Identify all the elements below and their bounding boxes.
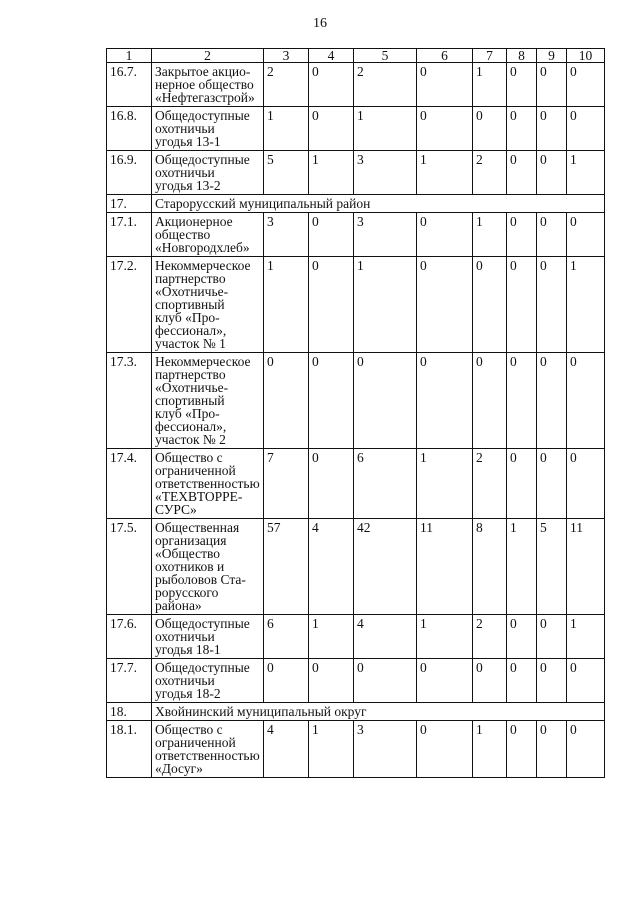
table-row: [107, 257, 605, 353]
organization-name-line: рыболовов Ста-: [155, 572, 246, 587]
page-number: 16: [313, 16, 327, 31]
hunting-grounds-table: [106, 48, 605, 778]
value-cell-col-4: 0: [309, 107, 354, 151]
organization-name-line: охотничьи: [155, 121, 215, 136]
column-header-2: 2: [152, 49, 264, 63]
organization-name-line: Общедоступные: [155, 616, 250, 631]
table-row: [107, 63, 605, 107]
organization-name-line: охотников и: [155, 559, 225, 574]
organization-name-line: угодья 18-1: [155, 642, 221, 657]
value-cell-col-10: 1: [567, 615, 605, 659]
column-header-8: 8: [507, 49, 537, 63]
value-cell-col-8: 1: [507, 519, 537, 615]
organization-name-line: угодья 18-2: [155, 686, 221, 701]
value-cell-col-9: 5: [537, 519, 567, 615]
value-cell-col-7: 0: [473, 257, 507, 353]
value-cell-col-5: 1: [354, 107, 417, 151]
organization-name: [152, 107, 264, 151]
organization-name-line: Акционерное: [155, 214, 233, 229]
value-cell-col-7: 0: [473, 107, 507, 151]
value-cell-col-3: 57: [264, 519, 309, 615]
value-cell-col-3: 4: [264, 721, 309, 778]
value-cell-col-8: 0: [507, 721, 537, 778]
table-header-row: [107, 49, 605, 63]
value-cell-col-9: 0: [537, 721, 567, 778]
value-cell-col-6: 0: [417, 353, 473, 449]
organization-name-line: партнерство: [155, 271, 226, 286]
organization-name-line: «ТЕХВТОРРЕ-: [155, 489, 243, 504]
column-header-10: 10: [567, 49, 605, 63]
value-cell-col-5: 3: [354, 213, 417, 257]
organization-name-line: СУРС»: [155, 502, 197, 517]
value-cell-col-5: 1: [354, 257, 417, 353]
value-cell-col-3: 0: [264, 659, 309, 703]
value-cell-col-6: 0: [417, 659, 473, 703]
value-cell-col-3: 7: [264, 449, 309, 519]
value-cell-col-7: 0: [473, 659, 507, 703]
value-cell-col-6: 1: [417, 615, 473, 659]
organization-name-line: организация: [155, 533, 227, 548]
organization-name-line: фессионал»,: [155, 419, 227, 434]
organization-name-line: клуб «Про-: [155, 310, 220, 325]
organization-name: [152, 721, 264, 778]
organization-name-line: «Досуг»: [155, 761, 203, 776]
organization-name: [152, 659, 264, 703]
column-header-4: 4: [309, 49, 354, 63]
value-cell-col-10: 0: [567, 63, 605, 107]
value-cell-col-8: 0: [507, 449, 537, 519]
value-cell-col-5: 3: [354, 151, 417, 195]
row-number: 18.: [107, 703, 152, 721]
organization-name-line: «Охотничье-: [155, 284, 229, 299]
table-row: [107, 353, 605, 449]
table-row: [107, 151, 605, 195]
section-title: Хвойнинский муниципальный округ: [152, 703, 605, 721]
value-cell-col-4: 0: [309, 449, 354, 519]
row-number: 16.8.: [107, 107, 152, 151]
value-cell-col-3: 5: [264, 151, 309, 195]
value-cell-col-6: 1: [417, 449, 473, 519]
value-cell-col-9: 0: [537, 151, 567, 195]
organization-name-line: Общественная: [155, 520, 240, 535]
organization-name: [152, 353, 264, 449]
row-number: 17.: [107, 195, 152, 213]
value-cell-col-10: 0: [567, 449, 605, 519]
row-number: 17.2.: [107, 257, 152, 353]
value-cell-col-3: 0: [264, 353, 309, 449]
value-cell-col-5: 0: [354, 659, 417, 703]
column-header-7: 7: [473, 49, 507, 63]
value-cell-col-7: 0: [473, 353, 507, 449]
organization-name-line: охотничьи: [155, 629, 215, 644]
value-cell-col-8: 0: [507, 353, 537, 449]
table-row: [107, 107, 605, 151]
row-number: 17.7.: [107, 659, 152, 703]
organization-name: [152, 519, 264, 615]
row-number: 17.1.: [107, 213, 152, 257]
value-cell-col-10: 1: [567, 151, 605, 195]
organization-name-line: Общедоступные: [155, 152, 250, 167]
value-cell-col-7: 8: [473, 519, 507, 615]
value-cell-col-6: 0: [417, 107, 473, 151]
organization-name-line: ответственностью: [155, 748, 260, 763]
value-cell-col-4: 0: [309, 63, 354, 107]
organization-name-line: рорусского: [155, 585, 219, 600]
value-cell-col-8: 0: [507, 107, 537, 151]
value-cell-col-3: 1: [264, 257, 309, 353]
organization-name-line: ограниченной: [155, 463, 236, 478]
value-cell-col-7: 1: [473, 721, 507, 778]
organization-name-line: «Охотничье-: [155, 380, 229, 395]
column-header-6: 6: [417, 49, 473, 63]
value-cell-col-8: 0: [507, 257, 537, 353]
column-header-3: 3: [264, 49, 309, 63]
organization-name: [152, 257, 264, 353]
table-row: [107, 615, 605, 659]
value-cell-col-3: 3: [264, 213, 309, 257]
value-cell-col-5: 0: [354, 353, 417, 449]
table-row: [107, 519, 605, 615]
value-cell-col-8: 0: [507, 659, 537, 703]
column-header-9: 9: [537, 49, 567, 63]
value-cell-col-10: 0: [567, 721, 605, 778]
value-cell-col-6: 0: [417, 213, 473, 257]
value-cell-col-5: 4: [354, 615, 417, 659]
organization-name-line: охотничьи: [155, 165, 215, 180]
value-cell-col-7: 2: [473, 449, 507, 519]
organization-name-line: ответственностью: [155, 476, 260, 491]
organization-name-line: района»: [155, 598, 202, 613]
value-cell-col-9: 0: [537, 353, 567, 449]
value-cell-col-4: 4: [309, 519, 354, 615]
value-cell-col-4: 0: [309, 213, 354, 257]
value-cell-col-6: 1: [417, 151, 473, 195]
organization-name-line: Закрытое акцио-: [155, 64, 251, 79]
organization-name-line: фессионал»,: [155, 323, 227, 338]
value-cell-col-8: 0: [507, 213, 537, 257]
row-number: 18.1.: [107, 721, 152, 778]
value-cell-col-3: 1: [264, 107, 309, 151]
value-cell-col-4: 1: [309, 721, 354, 778]
value-cell-col-8: 0: [507, 63, 537, 107]
organization-name-line: клуб «Про-: [155, 406, 220, 421]
organization-name-line: «Нефтегазстрой»: [155, 90, 255, 105]
organization-name-line: Общество с: [155, 722, 223, 737]
row-number: 17.3.: [107, 353, 152, 449]
table-row: [107, 213, 605, 257]
organization-name-line: участок № 1: [155, 336, 226, 351]
organization-name-line: Общедоступные: [155, 660, 250, 675]
table-row: [107, 449, 605, 519]
value-cell-col-3: 2: [264, 63, 309, 107]
value-cell-col-8: 0: [507, 615, 537, 659]
organization-name: [152, 449, 264, 519]
value-cell-col-7: 2: [473, 151, 507, 195]
value-cell-col-9: 0: [537, 659, 567, 703]
value-cell-col-10: 1: [567, 257, 605, 353]
organization-name-line: угодья 13-2: [155, 178, 221, 193]
organization-name-line: ограниченной: [155, 735, 236, 750]
organization-name-line: общество: [155, 227, 211, 242]
value-cell-col-9: 0: [537, 615, 567, 659]
value-cell-col-4: 0: [309, 659, 354, 703]
value-cell-col-4: 0: [309, 353, 354, 449]
value-cell-col-5: 6: [354, 449, 417, 519]
value-cell-col-4: 1: [309, 151, 354, 195]
organization-name-line: Некоммерческое: [155, 354, 251, 369]
value-cell-col-8: 0: [507, 151, 537, 195]
section-title: Старорусский муниципальный район: [152, 195, 605, 213]
value-cell-col-6: 0: [417, 63, 473, 107]
value-cell-col-6: 11: [417, 519, 473, 615]
organization-name-line: спортивный: [155, 393, 225, 408]
value-cell-col-5: 3: [354, 721, 417, 778]
value-cell-col-10: 0: [567, 659, 605, 703]
value-cell-col-9: 0: [537, 449, 567, 519]
column-header-1: 1: [107, 49, 152, 63]
organization-name-line: партнерство: [155, 367, 226, 382]
value-cell-col-3: 6: [264, 615, 309, 659]
organization-name: [152, 615, 264, 659]
value-cell-col-6: 0: [417, 721, 473, 778]
column-header-5: 5: [354, 49, 417, 63]
value-cell-col-4: 1: [309, 615, 354, 659]
value-cell-col-7: 2: [473, 615, 507, 659]
organization-name-line: Общедоступные: [155, 108, 250, 123]
value-cell-col-7: 1: [473, 63, 507, 107]
organization-name-line: охотничьи: [155, 673, 215, 688]
table-row: [107, 721, 605, 778]
organization-name-line: нерное общество: [155, 77, 254, 92]
row-number: 16.9.: [107, 151, 152, 195]
section-row: [107, 703, 605, 721]
section-row: [107, 195, 605, 213]
organization-name-line: Общество с: [155, 450, 223, 465]
organization-name-line: угодья 13-1: [155, 134, 221, 149]
value-cell-col-9: 0: [537, 213, 567, 257]
value-cell-col-9: 0: [537, 257, 567, 353]
value-cell-col-4: 0: [309, 257, 354, 353]
organization-name-line: Некоммерческое: [155, 258, 251, 273]
table-row: [107, 659, 605, 703]
value-cell-col-5: 2: [354, 63, 417, 107]
value-cell-col-6: 0: [417, 257, 473, 353]
organization-name: [152, 151, 264, 195]
organization-name-line: «Общество: [155, 546, 221, 561]
organization-name: [152, 213, 264, 257]
organization-name-line: участок № 2: [155, 432, 226, 447]
value-cell-col-10: 0: [567, 107, 605, 151]
row-number: 17.5.: [107, 519, 152, 615]
value-cell-col-10: 0: [567, 353, 605, 449]
organization-name-line: спортивный: [155, 297, 225, 312]
organization-name: [152, 63, 264, 107]
value-cell-col-9: 0: [537, 107, 567, 151]
row-number: 16.7.: [107, 63, 152, 107]
organization-name-line: «Новгородхлеб»: [155, 240, 250, 255]
value-cell-col-5: 42: [354, 519, 417, 615]
value-cell-col-7: 1: [473, 213, 507, 257]
value-cell-col-10: 0: [567, 213, 605, 257]
value-cell-col-10: 11: [567, 519, 605, 615]
row-number: 17.4.: [107, 449, 152, 519]
row-number: 17.6.: [107, 615, 152, 659]
value-cell-col-9: 0: [537, 63, 567, 107]
